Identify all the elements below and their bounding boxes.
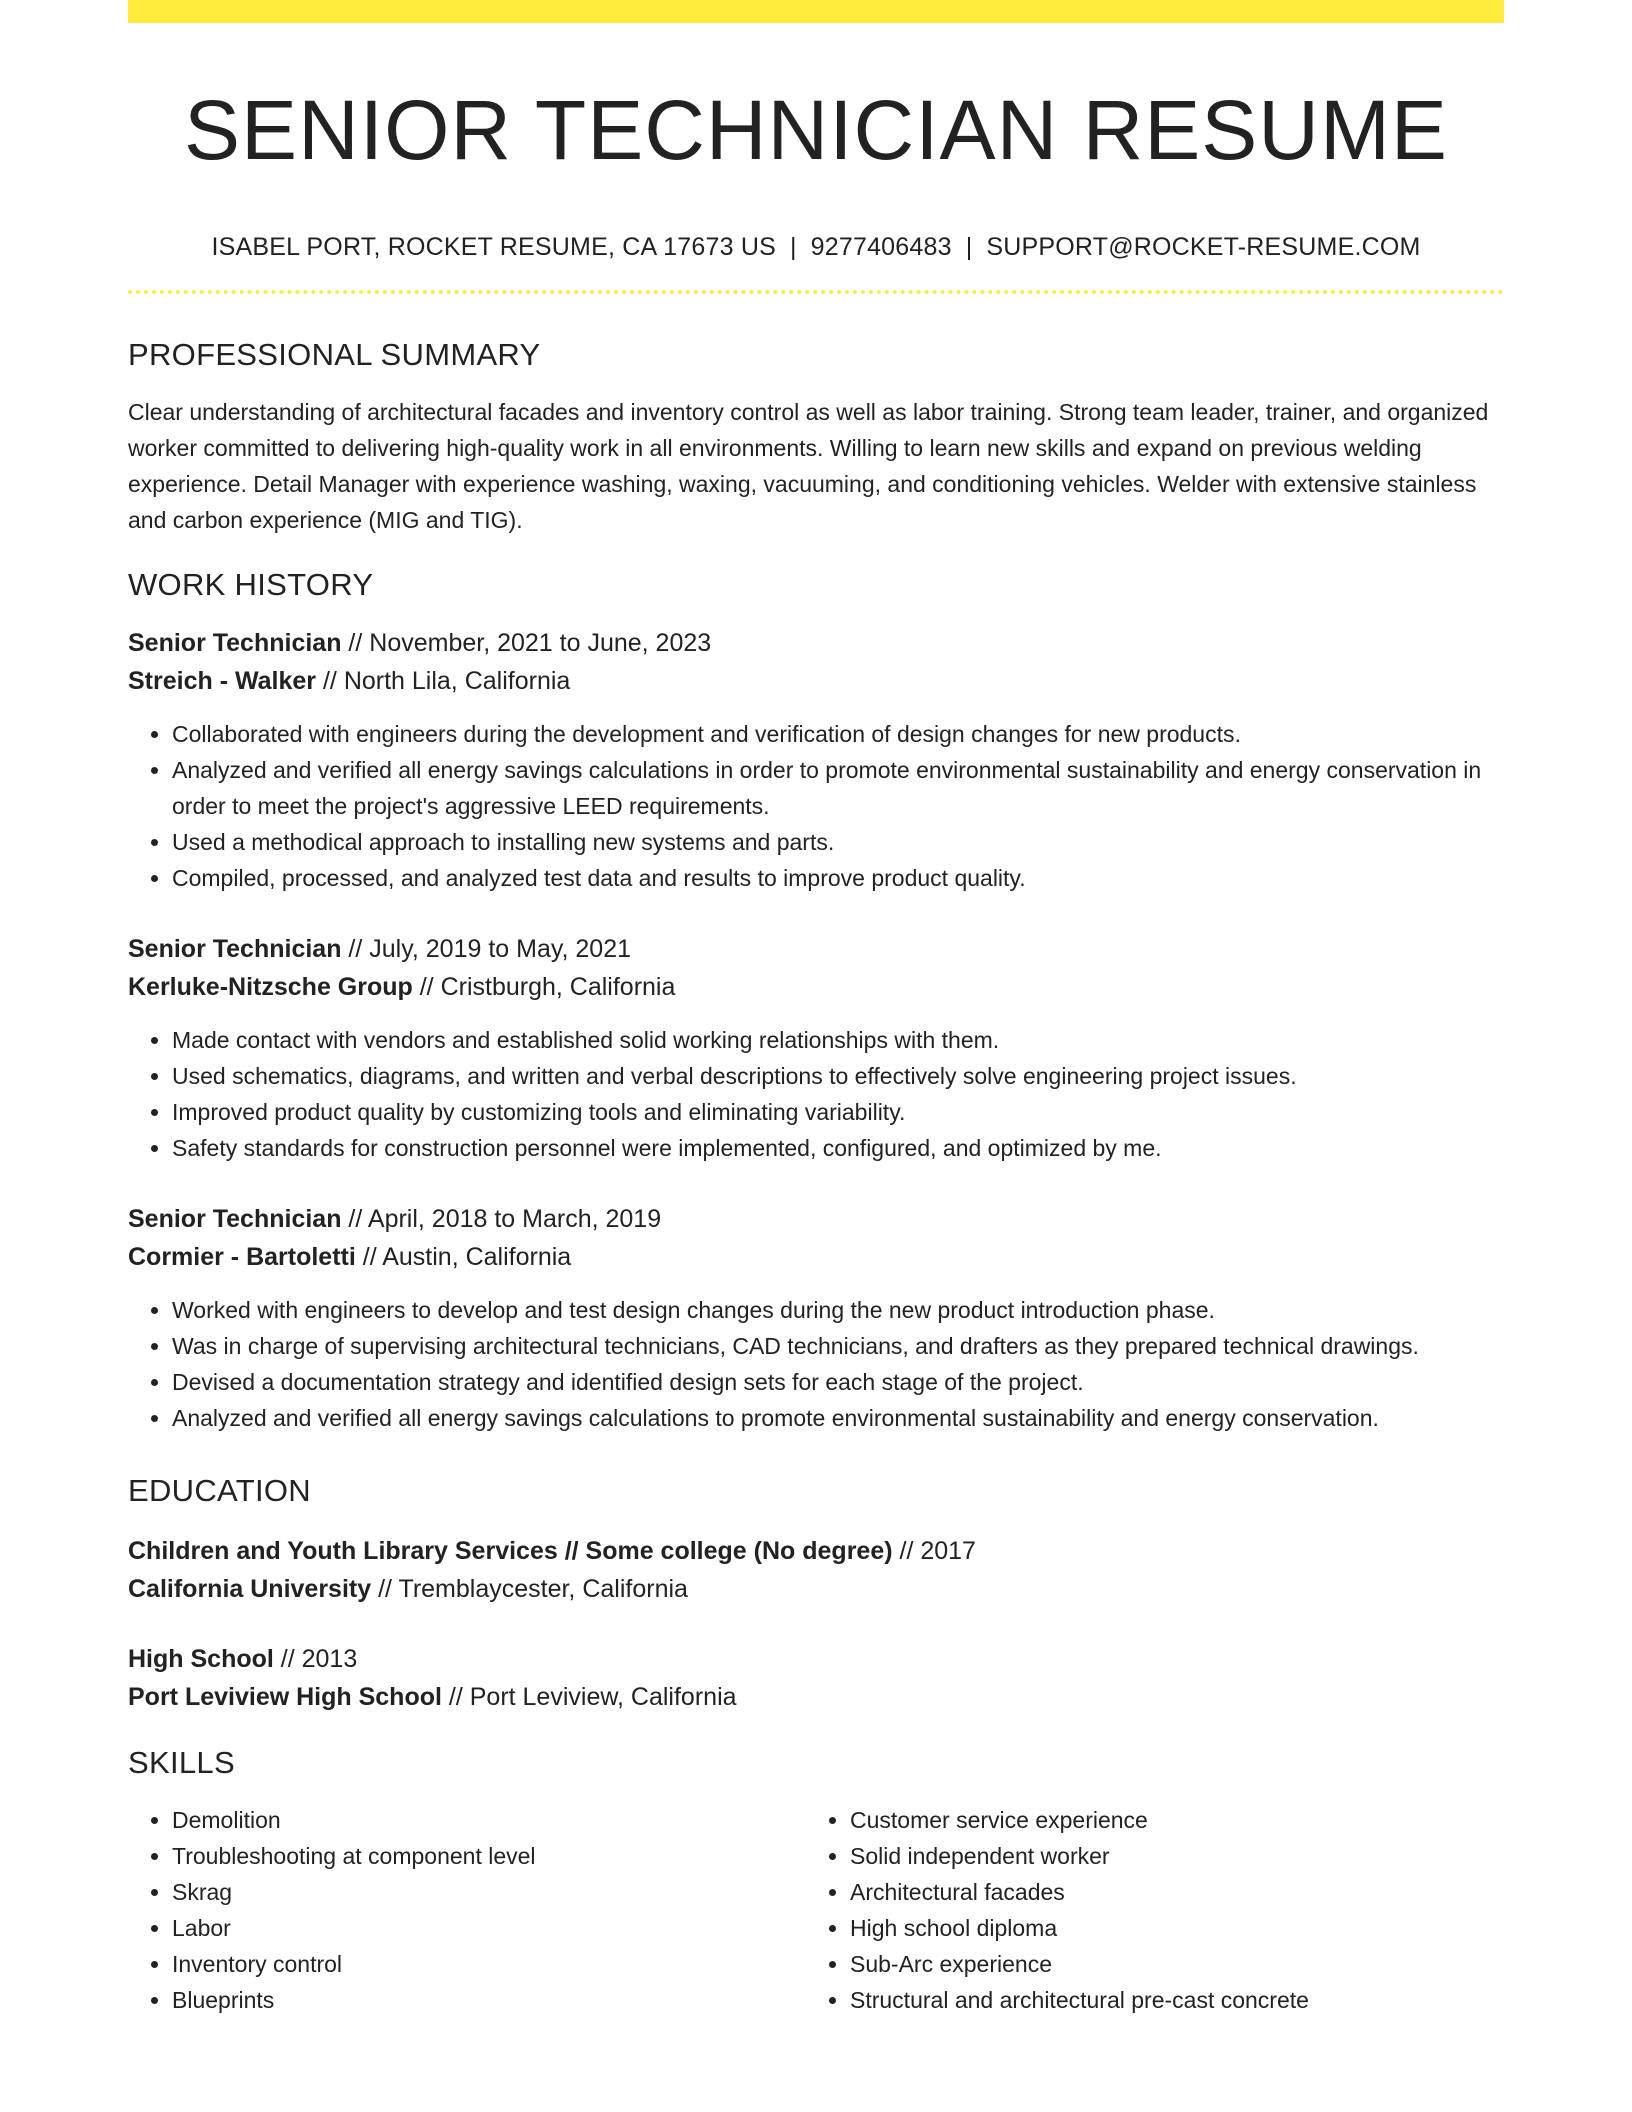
job-bullet: • Collaborated with engineers during the development and verification of design changes for new products. [172,716,1504,752]
job-location: // North Lila, California [316,667,571,695]
job-bullet: • Was in charge of supervising architectural technicians, CAD technicians, and drafters as they prepared technical drawings. [172,1328,1504,1364]
job-dates: // July, 2019 to May, 2021 [341,935,631,963]
skill-item: • Inventory control [172,1946,806,1982]
contact-email: SUPPORT@ROCKET-RESUME.COM [986,233,1421,261]
skill-item: • Sub-Arc experience [850,1946,1484,1982]
education-degree: Children and Youth Library Services // Some college (No degree) [128,1537,893,1565]
summary-text: Clear understanding of architectural facades and inventory control as well as labor training. Strong team leader, trainer, and organized worker committed to delivering high-quality work in all environments. Willing to learn new skills and expand on previous welding experience. Detail Manager with experience washing, waxing, vacuuming, and conditioning vehicles. Welder with extensive stainless and carbon experience (MIG and TIG). [128,399,1489,533]
job-bullet: • Safety standards for construction personnel were implemented, configured, and optimized by me. [172,1130,1504,1166]
education-degree: High School [128,1645,274,1673]
education-entry [128,1640,1504,1716]
contact-phone: 9277406483 [810,233,952,261]
contact-line [128,232,1504,262]
education-school-line [128,1678,1504,1716]
job-location: // Austin, California [355,1243,572,1271]
resume-content [128,0,1504,2018]
contact-separator: | [965,233,973,261]
job-bullet: • Analyzed and verified all energy savings calculations in order to promote environmental sustainability and energy conservation in order to meet the project's aggressive LEED requirements. [172,752,1504,824]
job-company: Streich - Walker [128,667,317,695]
job-bullets [128,1022,1504,1166]
job-entry [128,1200,1504,1436]
work-history-heading: WORK HISTORY [128,567,374,602]
contact-separator: | [789,233,797,261]
education-degree-line [128,1640,1504,1678]
skill-item: • Blueprints [172,1982,806,2018]
summary-heading: PROFESSIONAL SUMMARY [128,337,541,372]
education-entry [128,1532,1504,1608]
job-bullet: • Analyzed and verified all energy savings calculations to promote environmental sustainability and energy conservation. [172,1400,1504,1436]
skill-item: • Demolition [172,1802,806,1838]
skill-item: • Labor [172,1910,806,1946]
job-dates: // November, 2021 to June, 2023 [341,629,712,657]
education-degree-line [128,1532,1504,1570]
skill-item: • Troubleshooting at component level [172,1838,806,1874]
education-location: // Port Leviview, California [441,1683,737,1711]
education-year: // 2013 [273,1645,358,1673]
skills-columns [128,1802,1504,2018]
skill-item: • Customer service experience [850,1802,1484,1838]
job-company-line [128,662,1504,700]
resume-title: SENIOR TECHNICIAN RESUME [184,83,1448,177]
job-bullet: • Worked with engineers to develop and test design changes during the new product introduction phase. [172,1292,1504,1328]
skills-heading: SKILLS [128,1745,235,1780]
job-title: Senior Technician [128,1205,342,1233]
education-school: Port Leviview High School [128,1683,442,1711]
skill-item: • Architectural facades [850,1874,1484,1910]
job-bullets [128,716,1504,896]
skills-list-right [806,1802,1484,2018]
skill-item: • High school diploma [850,1910,1484,1946]
job-company: Cormier - Bartoletti [128,1243,356,1271]
job-company: Kerluke-Nitzsche Group [128,973,413,1001]
job-title: Senior Technician [128,935,342,963]
job-title: Senior Technician [128,629,342,657]
job-title-line [128,1200,1504,1238]
skill-item: • Skrag [172,1874,806,1910]
job-dates: // April, 2018 to March, 2019 [341,1205,662,1233]
skill-item: • Structural and architectural pre-cast concrete [850,1982,1484,2018]
job-bullet: • Improved product quality by customizing tools and eliminating variability. [172,1094,1504,1130]
job-bullet: • Used a methodical approach to installing new systems and parts. [172,824,1504,860]
education-location: // Tremblaycester, California [371,1575,688,1603]
job-bullet: • Made contact with vendors and established solid working relationships with them. [172,1022,1504,1058]
job-company-line [128,968,1504,1006]
job-entry [128,930,1504,1166]
job-title-line [128,930,1504,968]
contact-address: ISABEL PORT, ROCKET RESUME, CA 17673 US [211,233,776,261]
job-bullet: • Devised a documentation strategy and identified design sets for each stage of the project. [172,1364,1504,1400]
job-bullets [128,1292,1504,1436]
skill-item: • Solid independent worker [850,1838,1484,1874]
job-title-line [128,624,1504,662]
skills-list-left [128,1802,806,2018]
education-school: California University [128,1575,372,1603]
job-bullet: • Used schematics, diagrams, and written and verbal descriptions to effectively solve engineering project issues. [172,1058,1504,1094]
job-company-line [128,1238,1504,1276]
education-school-line [128,1570,1504,1608]
education-heading: EDUCATION [128,1473,311,1508]
education-year: // 2017 [892,1537,976,1565]
job-bullet: • Compiled, processed, and analyzed test data and results to improve product quality. [172,860,1504,896]
dotted-divider [128,290,1504,294]
job-entry [128,624,1504,896]
job-location: // Cristburgh, California [412,973,676,1001]
